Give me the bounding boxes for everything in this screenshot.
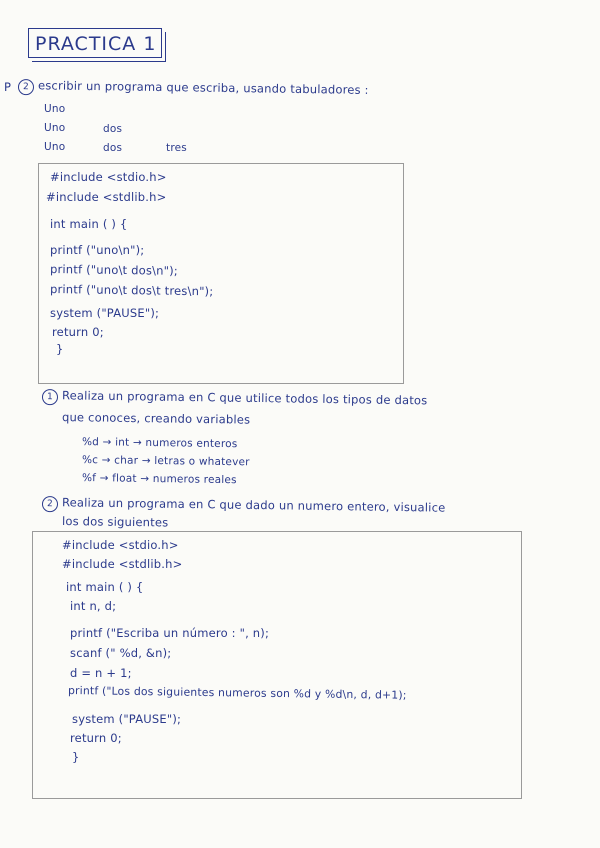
ex1-number: 2: [18, 79, 34, 95]
ex3-number: 2: [42, 496, 58, 512]
ex3-code-line: int n, d;: [70, 599, 117, 613]
ex1-output-line3-b: dos: [103, 142, 123, 154]
ex1-code-line: #include <stdio.h>: [50, 170, 167, 184]
ex3-code-line: scanf (" %d, &n);: [70, 646, 172, 660]
ex3-code-box: [32, 531, 522, 799]
ex1-code-line: return 0;: [52, 325, 104, 339]
ex1-statement: escribir un programa que escriba, usando tabuladores :: [37, 78, 369, 97]
ex1-code-line: system ("PAUSE");: [50, 306, 160, 320]
ex1-output-line3-a: Uno: [44, 141, 66, 153]
ex1-code-line: #include <stdlib.h>: [46, 190, 167, 204]
ex3-code-line: printf ("Escriba un número : ", n);: [70, 626, 270, 640]
ex3-code-line: #include <stdlib.h>: [62, 557, 183, 571]
ex1-output-line2-b: dos: [103, 123, 123, 135]
ex2-statement-2: que conoces, creando variables: [61, 410, 251, 427]
ex2-item: %f → float → numeros reales: [81, 472, 237, 487]
ex2-item: %c → char → letras o whatever: [81, 454, 250, 469]
ex1-code-line: printf ("uno\n");: [50, 243, 145, 257]
ex1-code-line: printf ("uno\t dos\t tres\n");: [49, 282, 214, 299]
title-box: [28, 28, 162, 58]
ex1-output-line2-a: Uno: [44, 122, 66, 134]
ex1-code-line: int main ( ) {: [50, 217, 128, 231]
ex1-output-line3-c: tres: [166, 142, 187, 154]
ex2-number: 1: [42, 389, 58, 405]
ex2-statement-1: Realiza un programa en C que utilice todos los tipos de datos: [61, 388, 428, 408]
ex3-code-line: system ("PAUSE");: [72, 712, 182, 726]
ex3-code-line: #include <stdio.h>: [62, 538, 179, 552]
ex1-heading: [18, 78, 369, 100]
ex3-code-line: printf ("Los dos siguientes numeros son %d y %d\n, d, d+1);: [67, 684, 407, 702]
ex3-code-line: return 0;: [70, 731, 122, 745]
ex1-output-line1: Uno: [44, 103, 66, 115]
ex3-code-line: d = n + 1;: [70, 666, 132, 680]
ex1-marker: P: [4, 80, 12, 94]
ex1-code-line: }: [56, 342, 64, 356]
ex3-statement-1: Realiza un programa en C que dado un numero entero, visualice: [61, 495, 446, 515]
ex2-heading: [42, 388, 428, 410]
ex1-code-line: printf ("uno\t dos\n");: [49, 262, 178, 278]
ex3-code-line: int main ( ) {: [66, 580, 144, 594]
ex3-statement-2: los dos siguientes: [61, 514, 169, 530]
page-title: PRACTICA 1: [35, 33, 157, 55]
ex2-item: %d → int → numeros enteros: [81, 436, 238, 451]
ex3-code-line: }: [72, 750, 80, 764]
